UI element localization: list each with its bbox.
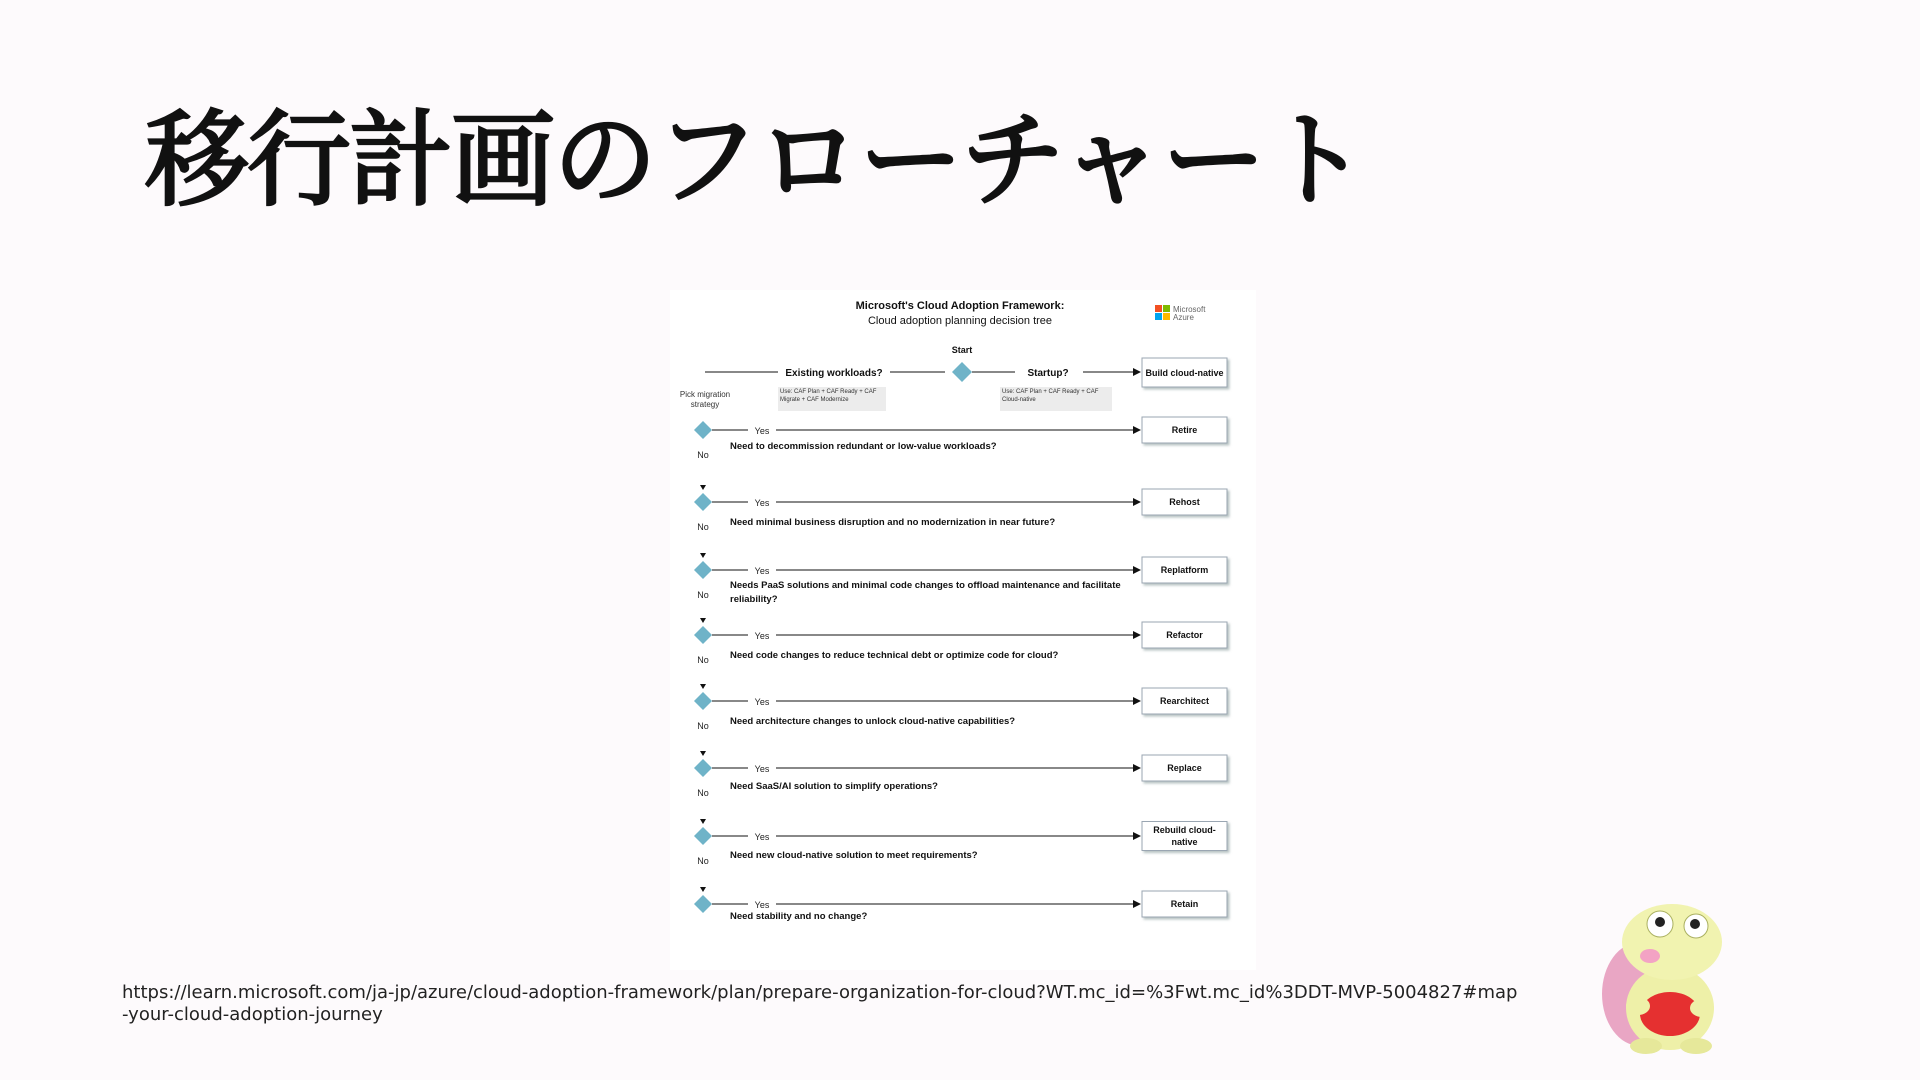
decision-step: [694, 751, 1227, 798]
no-label: No: [697, 655, 709, 665]
down-arrow: [700, 684, 706, 689]
startup-note-text: Use: CAF Plan + CAF Ready + CAF Cloud-native: [1002, 389, 1099, 403]
yes-label: Yes: [754, 697, 770, 707]
down-arrow: [700, 618, 706, 623]
decision-steps: [694, 417, 1227, 926]
down-arrow: [700, 751, 706, 756]
diagram-subtitle: Cloud adoption planning decision tree: [867, 315, 1053, 327]
down-arrow: [700, 553, 706, 558]
decision-diamond: [694, 759, 712, 777]
decision-question: Needs PaaS solutions and minimal code changes to offload maintenance and facilitate reliability?: [730, 580, 1121, 605]
mascot-hand-right: [1690, 999, 1714, 1017]
pick-migration-strategy-label: Pick migration strategy: [679, 390, 731, 409]
decision-diamond: [694, 895, 712, 913]
mascot-illustration: [1598, 896, 1732, 1056]
decision-question: Need stability and no change?: [730, 911, 868, 922]
outcome-box-build-cloud-native: [1142, 358, 1227, 387]
decision-diamond: [694, 827, 712, 845]
no-label: No: [697, 856, 709, 866]
no-label: No: [697, 590, 709, 600]
startup-label: Startup?: [1027, 368, 1069, 379]
mascot-heart: [1640, 992, 1700, 1036]
mascot-foot-left: [1630, 1038, 1662, 1054]
mascot-hand-left: [1626, 997, 1650, 1015]
outcome-label: Rearchitect: [1159, 696, 1210, 706]
outcome-label: Refactor: [1166, 630, 1203, 640]
decision-question: Need code changes to reduce technical debt or optimize code for cloud?: [730, 650, 1059, 661]
existing-note-text: Use: CAF Plan + CAF Ready + CAF Migrate + CAF Modernize: [780, 389, 877, 403]
mascot-pupil-left: [1655, 917, 1665, 927]
down-arrow: [700, 485, 706, 490]
decision-question: Need to decommission redundant or low-value workloads?: [730, 441, 997, 452]
no-label: No: [697, 450, 709, 460]
decision-diamond: [694, 626, 712, 644]
yes-label: Yes: [754, 900, 770, 910]
startup-note: [1000, 387, 1112, 411]
mascot-foot-right: [1680, 1038, 1712, 1054]
mascot-head: [1622, 904, 1722, 980]
diagram-title: Microsoft's Cloud Adoption Framework:: [855, 300, 1065, 312]
outcome-label-build-cloud-native: Build cloud-native: [1145, 367, 1224, 378]
down-arrow: [700, 887, 706, 892]
yes-label: Yes: [754, 832, 770, 842]
existing-note: [778, 387, 886, 411]
decision-diamond: [694, 692, 712, 710]
decision-question: Need architecture changes to unlock cloud-native capabilities?: [730, 716, 1016, 727]
outcome-label: Rehost: [1169, 497, 1200, 507]
decision-question: Need new cloud-native solution to meet requirements?: [730, 850, 978, 861]
decision-step: [694, 618, 1227, 665]
yes-label: Yes: [754, 426, 770, 436]
start-label: Start: [951, 345, 973, 355]
outcome-label: Retire: [1171, 425, 1198, 435]
no-label: No: [697, 788, 709, 798]
decision-step: [694, 553, 1227, 609]
decision-step: [694, 684, 1227, 731]
yes-label: Yes: [754, 566, 770, 576]
decision-step: [694, 887, 1227, 926]
down-arrow: [700, 819, 706, 824]
outcome-label: Replace: [1167, 763, 1202, 773]
source-url: https://learn.microsoft.com/ja-jp/azure/cloud-adoption-framework/plan/prepare-organization-for-cloud?WT.mc_id=%3Fwt.mc_id%3DDT-MVP-5004827#map-your-cloud-adoption-journey: [122, 982, 1518, 1025]
no-label: No: [697, 721, 709, 731]
yes-label: Yes: [754, 498, 770, 508]
mascot-pupil-right: [1690, 919, 1700, 929]
start-diamond: [952, 362, 972, 382]
no-label: No: [697, 522, 709, 532]
yes-label: Yes: [754, 764, 770, 774]
decision-step: [694, 819, 1227, 866]
decision-step: [694, 485, 1227, 532]
slide-title: 移行計画のフローチャート: [145, 99, 1366, 221]
decision-tree-diagram: [670, 290, 1256, 970]
decision-question: Need SaaS/AI solution to simplify operations?: [730, 781, 938, 792]
outcome-label: Retain: [1170, 899, 1199, 909]
decision-diamond: [694, 493, 712, 511]
decision-diamond: [694, 561, 712, 579]
outcome-label: Rebuild cloud-native: [1153, 825, 1216, 847]
decision-step: [694, 417, 1227, 460]
existing-workloads-label: Existing workloads?: [785, 368, 883, 379]
outcome-label: Replatform: [1160, 565, 1209, 575]
decision-question: Need minimal business disruption and no modernization in near future?: [730, 517, 1056, 528]
microsoft-azure-logo: [1155, 305, 1206, 322]
mascot-cheek: [1640, 949, 1660, 963]
yes-label: Yes: [754, 631, 770, 641]
brand-line2: Azure: [1173, 313, 1194, 322]
brand-line1: Microsoft: [1173, 305, 1206, 314]
